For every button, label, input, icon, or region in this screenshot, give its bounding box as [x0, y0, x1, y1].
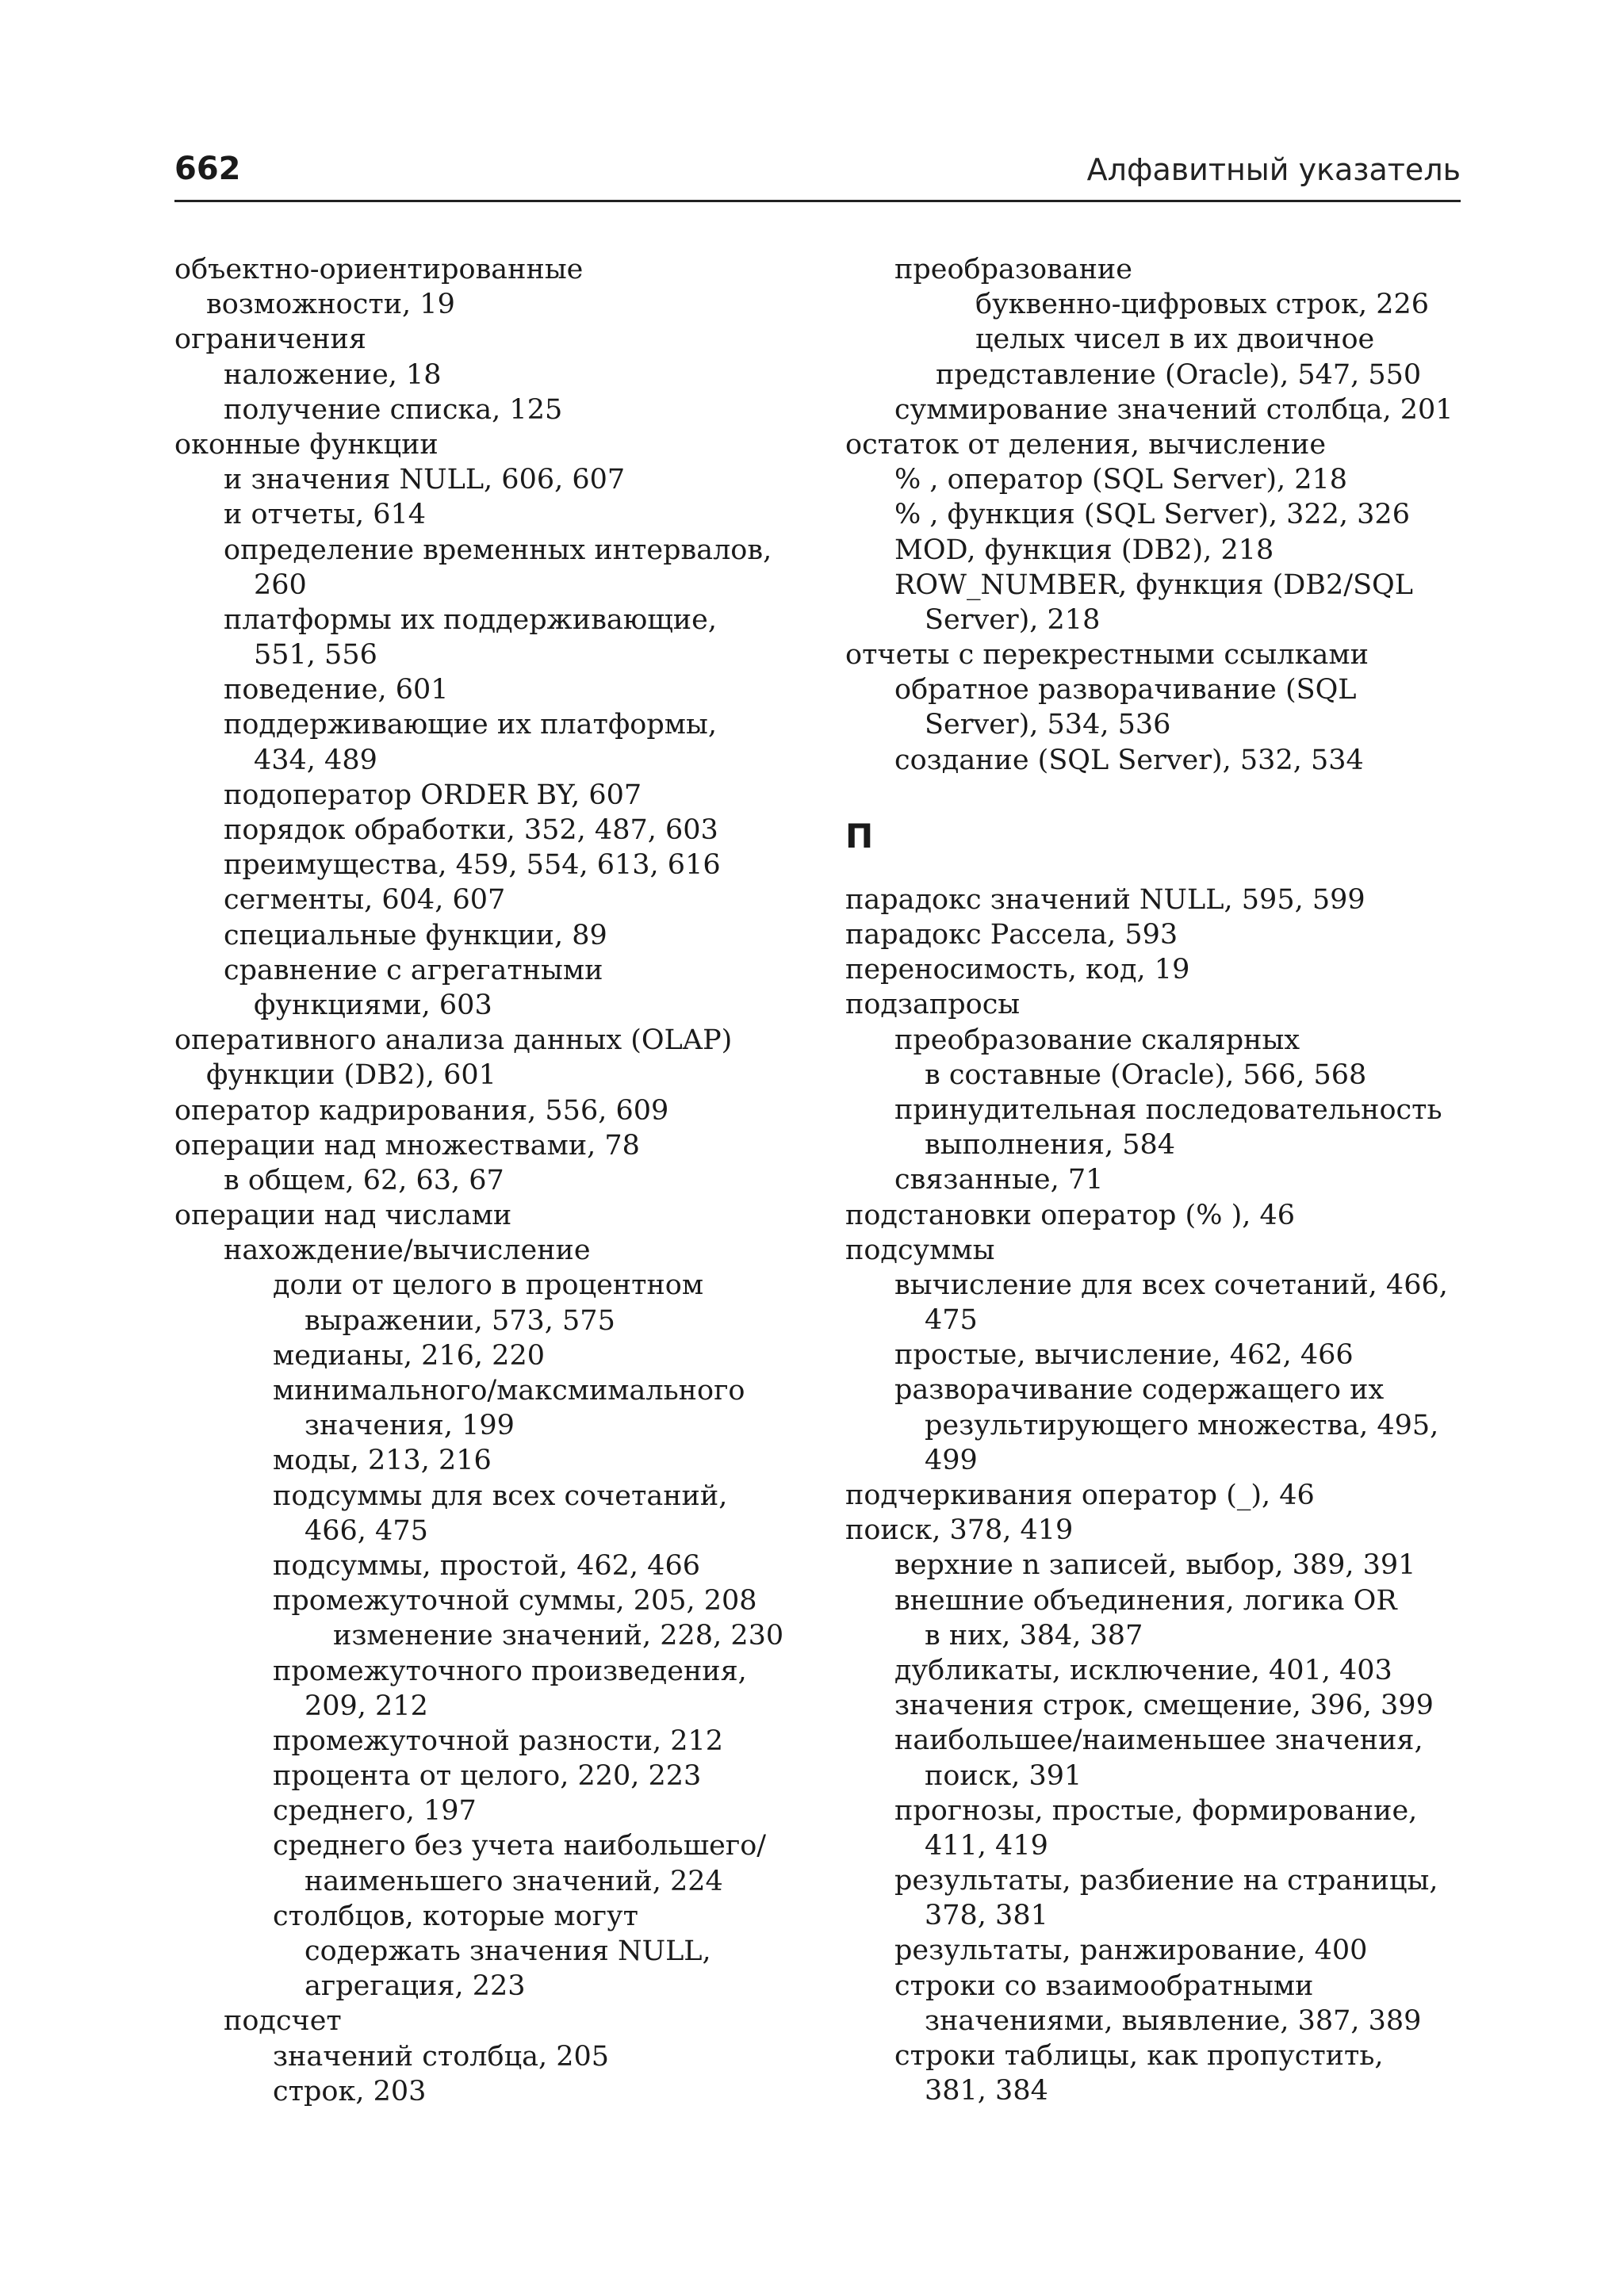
index-entry: MOD, функция (DB2), 218: [894, 534, 1274, 566]
index-entry: подсуммы, простой, 462, 466: [273, 1549, 700, 1582]
index-entry: преимущества, 459, 554, 613, 616: [224, 849, 721, 882]
index-entry: объектно-ориентированные: [174, 254, 584, 285]
index-entry: поиск, 378, 419: [845, 1514, 1074, 1547]
index-entry: и отчеты, 614: [224, 499, 427, 531]
index-entry: верхние n записей, выбор, 389, 391: [894, 1549, 1416, 1582]
index-entry: вычисление для всех сочетаний, 466,: [894, 1269, 1448, 1301]
index-entry: значениями, выявление, 387, 389: [925, 2004, 1422, 2037]
index-entry: промежуточной разности, 212: [273, 1725, 724, 1757]
index-entry: подстановки оператор (% ), 46: [845, 1199, 1296, 1231]
index-entry: наименьшего значений, 224: [304, 1865, 723, 1897]
index-entry: промежуточной суммы, 205, 208: [273, 1585, 757, 1617]
index-entry: возможности, 19: [206, 289, 455, 321]
index-entry: оконные функции: [174, 428, 439, 461]
index-entry: результаты, разбиение на страницы,: [894, 1865, 1438, 1897]
index-entry: % , функция (SQL Server), 322, 326: [894, 499, 1410, 531]
index-entry: столбцов, которые могут: [273, 1900, 638, 1932]
index-entry: строки со взаимообратными: [894, 1970, 1314, 2002]
index-entry: 475: [925, 1304, 978, 1337]
page-header: [174, 144, 1461, 202]
index-entry: функции (DB2), 601: [206, 1059, 496, 1092]
index-entry: процента от целого, 220, 223: [273, 1760, 702, 1793]
index-entry: суммирование значений столбца, 201: [894, 393, 1454, 426]
index-entry: наибольшее/наименьшее значения,: [894, 1725, 1423, 1757]
index-column-left: [174, 252, 793, 2109]
index-entry: получение списка, 125: [224, 393, 563, 426]
index-entry: среднего без учета наибольшего/: [273, 1830, 767, 1862]
index-entry: 499: [925, 1444, 978, 1476]
index-entry: дубликаты, исключение, 401, 403: [894, 1654, 1392, 1686]
index-entry: выражении, 573, 575: [304, 1304, 615, 1337]
index-entry: преобразование: [894, 254, 1132, 285]
index-entry: подоператор ORDER BY, 607: [224, 779, 642, 811]
index-entry: подсчет: [224, 2005, 342, 2038]
index-entry: изменение значений, 228, 230: [333, 1620, 784, 1652]
index-entry: результаты, ранжирование, 400: [894, 1935, 1368, 1967]
index-entry: представление (Oracle), 547, 550: [936, 358, 1422, 391]
index-entry: 411, 419: [925, 1829, 1048, 1862]
index-entry: определение временных интервалов,: [224, 534, 772, 566]
index-entry: среднего, 197: [273, 1795, 477, 1828]
index-entry: внешние объединения, логика OR: [894, 1584, 1397, 1617]
index-entry: Server), 534, 536: [925, 709, 1171, 741]
index-entry: моды, 213, 216: [273, 1445, 492, 1477]
index-entry: отчеты с перекрестными ссылками: [845, 639, 1369, 672]
index-entries-o: [845, 252, 1464, 778]
index-entry: преобразование скалярных: [894, 1024, 1300, 1056]
index-entry: обратное разворачивание (SQL: [894, 674, 1357, 706]
index-entry: результирующего множества, 495,: [925, 1409, 1439, 1441]
index-entries-p: [845, 882, 1464, 2109]
index-entry: медианы, 216, 220: [273, 1339, 545, 1372]
index-entry: агрегация, 223: [304, 1970, 526, 2003]
index-entry: операции над множествами, 78: [174, 1129, 640, 1162]
index-entry: доли от целого в процентном: [273, 1269, 704, 1302]
index-entry: разворачивание содержащего их: [894, 1374, 1385, 1407]
index-entry: промежуточного произведения,: [273, 1655, 747, 1687]
index-entry: парадокс значений NULL, 595, 599: [845, 883, 1365, 916]
index-entry: создание (SQL Server), 532, 534: [894, 744, 1364, 776]
index-entry: поведение, 601: [224, 674, 449, 706]
index-entry: строк, 203: [273, 2075, 427, 2107]
index-entry: в общем, 62, 63, 67: [224, 1164, 504, 1196]
index-entry: 378, 381: [925, 1900, 1048, 1932]
index-entry: в составные (Oracle), 566, 568: [925, 1058, 1367, 1091]
index-entry: порядок обработки, 352, 487, 603: [224, 814, 718, 846]
index-entry: остаток от деления, вычисление: [845, 428, 1327, 461]
index-column-right: [845, 252, 1464, 2108]
index-entry: подзапросы: [845, 989, 1021, 1021]
running-head: Алфавитный указатель: [1086, 152, 1461, 187]
index-entry: целых чисел в их двоичное: [975, 323, 1375, 356]
index-entry: подсуммы для всех сочетаний,: [273, 1480, 728, 1512]
index-entry: 381, 384: [925, 2075, 1048, 2107]
index-entry: прогнозы, простые, формирование,: [894, 1794, 1418, 1827]
index-entry: 434, 489: [254, 744, 377, 776]
index-entry: наложение, 18: [224, 358, 442, 391]
page-number: 662: [174, 151, 241, 187]
index-entry: 466, 475: [304, 1514, 428, 1547]
index-entry: принудительная последовательность: [894, 1093, 1442, 1126]
index-entry: нахождение/вычисление: [224, 1235, 591, 1267]
index-entry: платформы их поддерживающие,: [224, 603, 717, 636]
index-entry: сравнение с агрегатными: [224, 954, 603, 986]
index-entry: подчеркивания оператор (_), 46: [845, 1480, 1315, 1511]
index-entry: % , оператор (SQL Server), 218: [894, 464, 1348, 496]
index-entry: оператор кадрирования, 556, 609: [174, 1094, 669, 1127]
index-entry: буквенно-цифровых строк, 226: [975, 289, 1430, 321]
index-entry: операции над числами: [174, 1200, 512, 1232]
index-entry: оперативного анализа данных (OLAP): [174, 1024, 733, 1057]
index-entry: выполнения, 584: [925, 1129, 1176, 1162]
index-entry: минимального/максмимального: [273, 1375, 745, 1407]
index-entry: простые, вычисление, 462, 466: [894, 1339, 1354, 1372]
index-entry: переносимость, код, 19: [845, 954, 1190, 986]
index-entry: 551, 556: [254, 639, 377, 672]
index-entry: поиск, 391: [925, 1759, 1082, 1792]
index-entry: и значения NULL, 606, 607: [224, 464, 626, 496]
index-entry: 260: [254, 568, 307, 601]
index-entry: парадокс Рассела, 593: [845, 919, 1178, 951]
index-entry: значений столбца, 205: [273, 2040, 610, 2073]
index-entry: значения строк, смещение, 396, 399: [894, 1690, 1434, 1722]
index-entry: специальные функции, 89: [224, 919, 607, 951]
index-entry: ограничения: [174, 323, 366, 356]
index-entry: сегменты, 604, 607: [224, 884, 506, 917]
section-letter: П: [845, 816, 874, 856]
index-entry: ROW_NUMBER, функция (DB2/SQL: [894, 568, 1413, 601]
index-entry: строки таблицы, как пропустить,: [894, 2040, 1384, 2072]
index-entry: связанные, 71: [894, 1164, 1104, 1196]
index-entry: в них, 384, 387: [925, 1619, 1143, 1652]
index-entry: значения, 199: [304, 1410, 515, 1442]
index-entry: Server), 218: [925, 603, 1101, 636]
index-entry: подсуммы: [845, 1234, 995, 1266]
index-entry: содержать значения NULL,: [304, 1935, 711, 1967]
index-entry: функциями, 603: [254, 989, 492, 1021]
index-entry: поддерживающие их платформы,: [224, 709, 717, 741]
index-entry: 209, 212: [304, 1690, 428, 1722]
